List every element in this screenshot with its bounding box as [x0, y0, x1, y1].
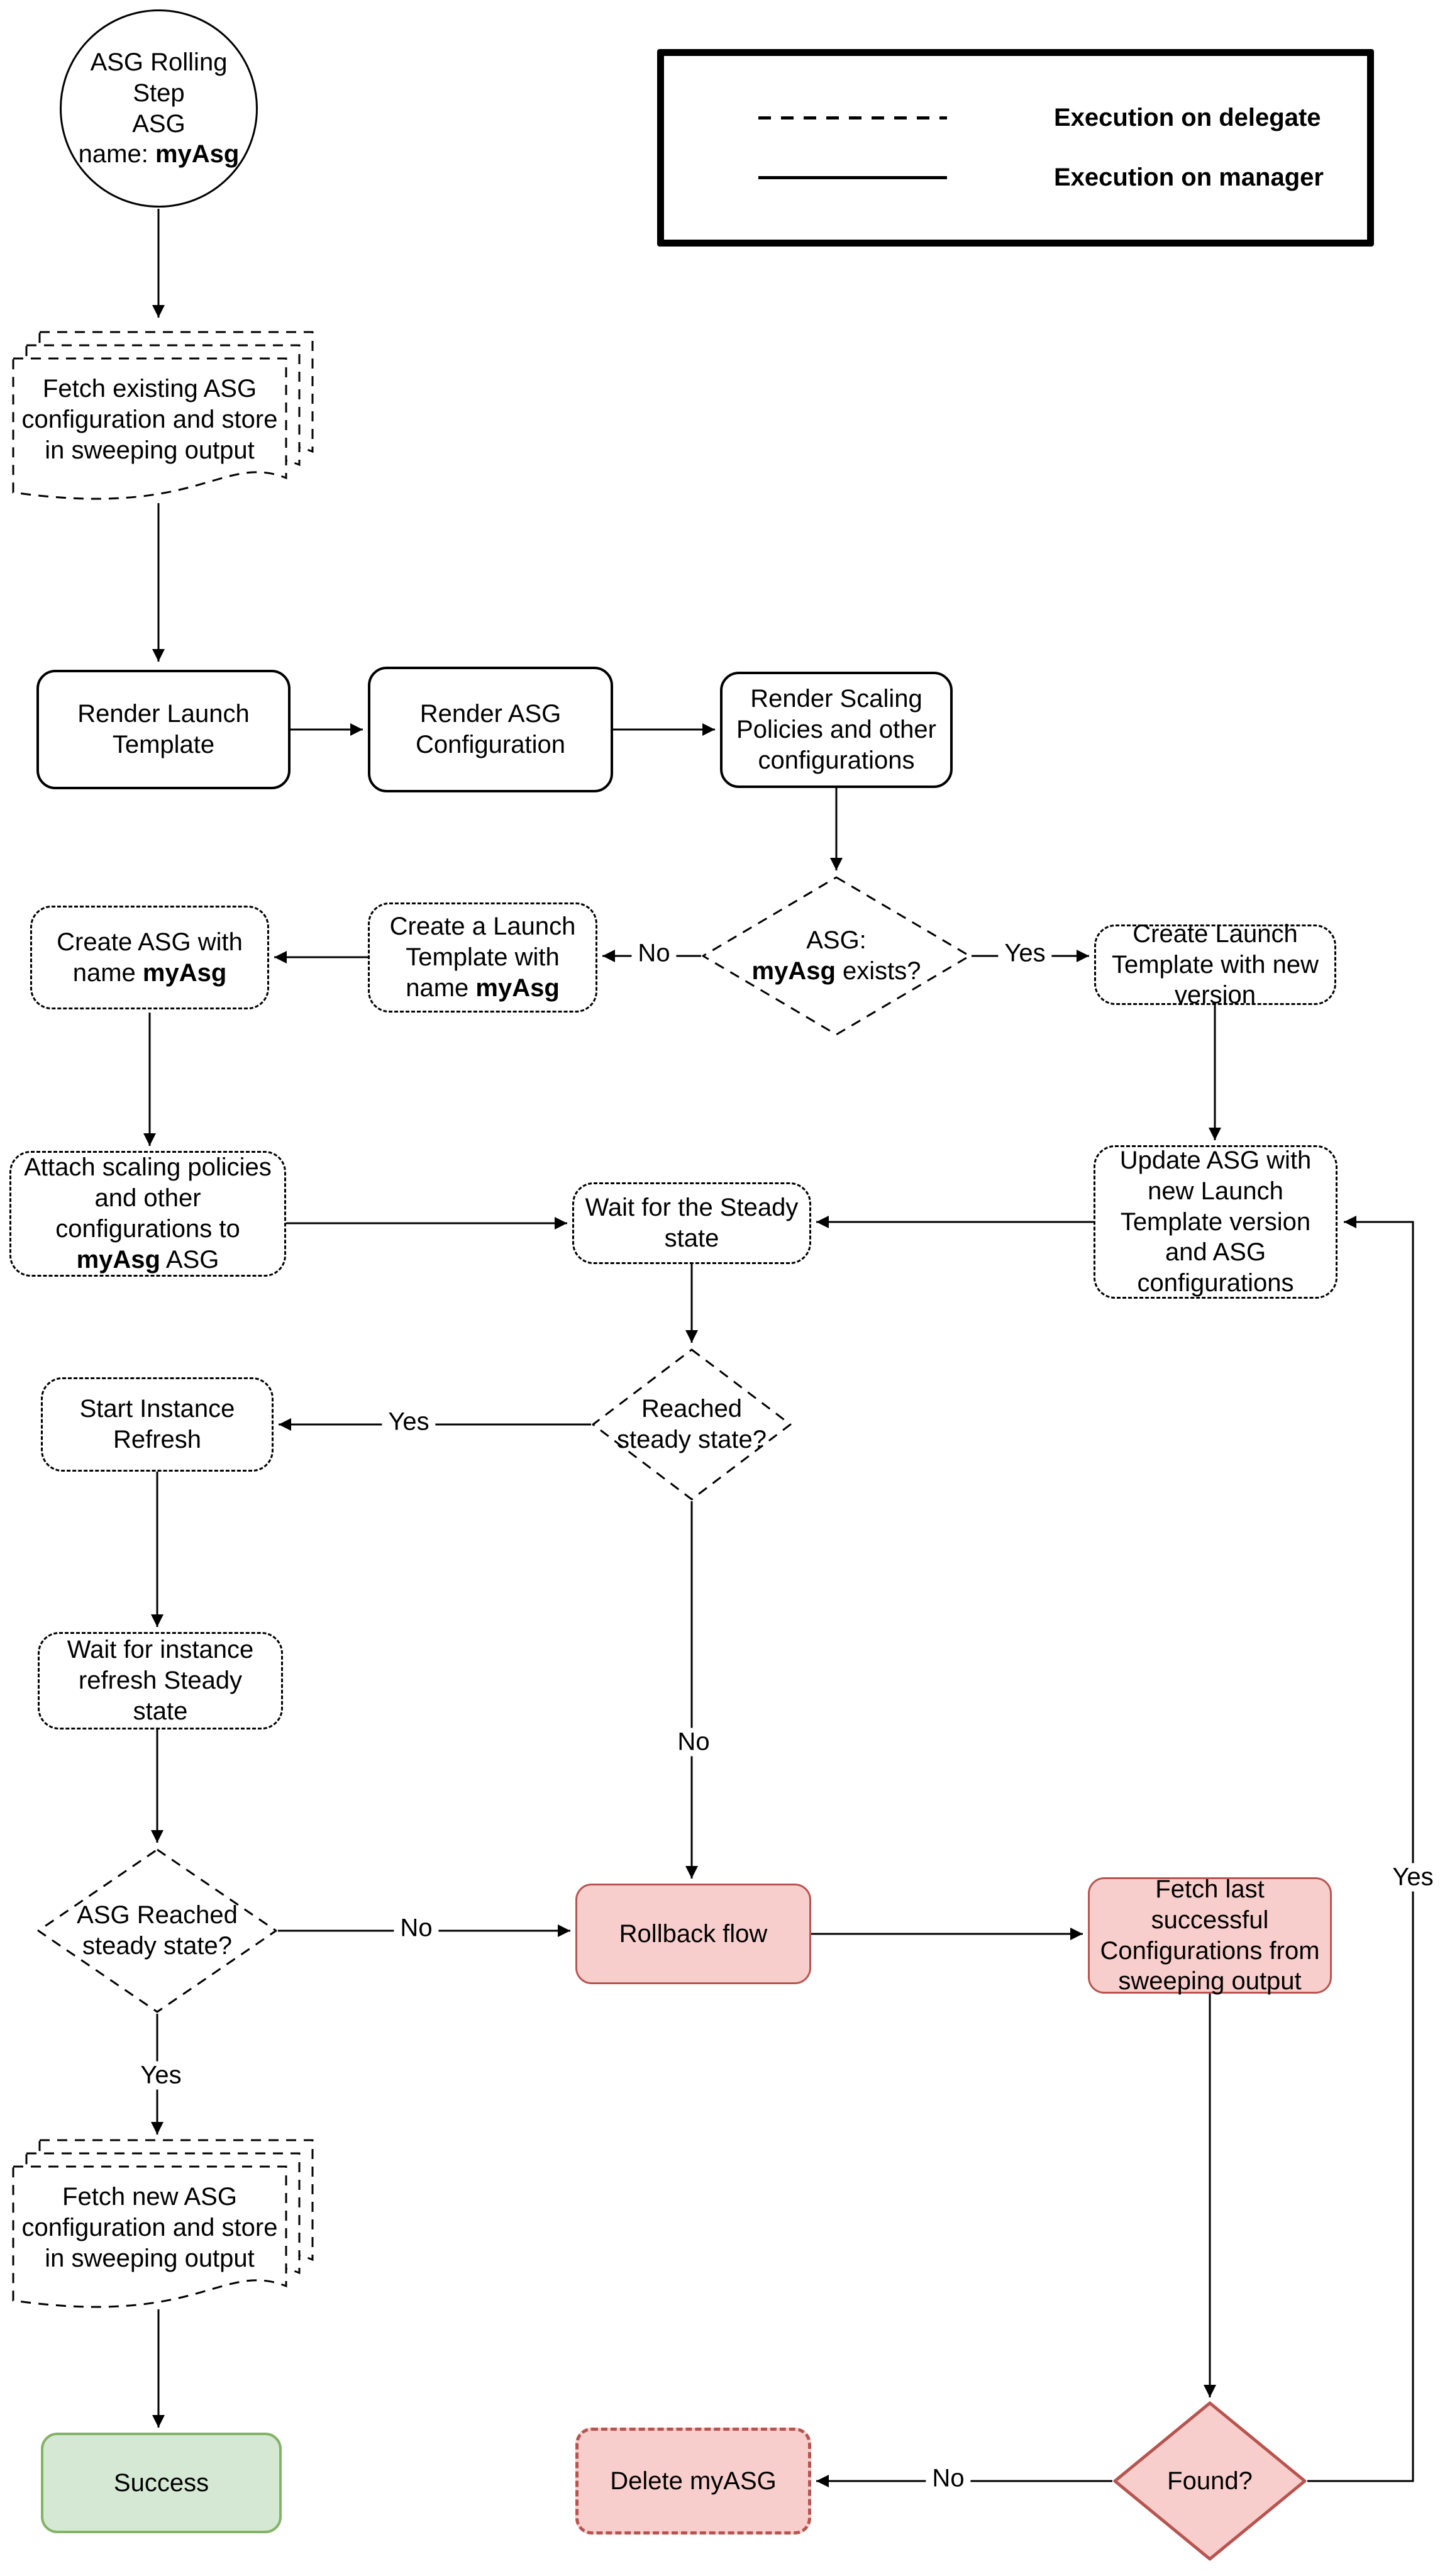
success-node — [41, 2433, 282, 2533]
legend — [657, 49, 1374, 247]
render-launch-template-label: Render Launch Template — [77, 700, 250, 758]
delete-myasg-label: Delete myASG — [610, 2467, 777, 2495]
update-asg-label: Update ASG with new Launch Template version and ASG configurations — [1119, 1146, 1312, 1297]
fetch-existing-config-node — [11, 330, 318, 513]
create-launch-template-new-version-label: Create Launch Template with new version — [1111, 919, 1319, 1009]
edge-label-reached-yes: Yes — [382, 1408, 435, 1436]
asg-exists-decision-label: ASG: myAsg exists? — [751, 926, 921, 985]
render-scaling-policies-label: Render Scaling Policies and other configurations — [736, 685, 936, 774]
attach-scaling-policies-node — [9, 1151, 286, 1277]
legend-item-delegate — [758, 88, 1367, 148]
fetch-last-successful-node — [1088, 1877, 1332, 1994]
asg-reached-steady-state-decision — [36, 1848, 278, 2014]
asg-reached-steady-state-label: ASG Reached steady state? — [77, 1901, 238, 1960]
fetch-last-successful-label: Fetch last successful Configurations from sweeping output — [1100, 1875, 1320, 1996]
rollback-flow-node — [575, 1884, 811, 1984]
delete-myasg-node — [575, 2428, 811, 2534]
rollback-flow-label: Rollback flow — [619, 1919, 768, 1948]
legend-label-manager: Execution on manager — [1054, 164, 1324, 191]
found-decision-label: Found? — [1167, 2467, 1253, 2495]
start-instance-refresh-label: Start Instance Refresh — [79, 1395, 235, 1453]
wait-steady-state-node — [572, 1182, 811, 1264]
start-instance-refresh-node — [41, 1377, 274, 1472]
create-asg-label: Create ASG with name myAsg — [57, 928, 243, 987]
start-node — [60, 9, 258, 208]
edge-label-asg-exists-no: No — [631, 940, 676, 968]
found-decision — [1112, 2401, 1307, 2562]
edge-label-asg-reached-yes: Yes — [134, 2062, 187, 2090]
edge-label-found-no: No — [926, 2465, 970, 2493]
create-asg-node — [30, 906, 269, 1009]
asg-exists-decision — [701, 875, 972, 1036]
legend-label-delegate: Execution on delegate — [1054, 104, 1321, 131]
attach-scaling-policies-label: Attach scaling policies and other configurations to myAsg ASG — [24, 1153, 272, 1274]
edge-label-found-yes: Yes — [1386, 1863, 1439, 1892]
start-node-label: ASG Rolling Step ASG name: myAsg — [78, 48, 240, 169]
render-scaling-policies-node — [720, 672, 953, 788]
dashed-line-sample — [758, 116, 947, 119]
wait-instance-refresh-node — [38, 1632, 283, 1729]
legend-item-manager — [758, 148, 1367, 208]
create-launch-template-named-node — [368, 902, 597, 1013]
reached-steady-state-decision — [591, 1348, 792, 1501]
edge-label-asg-exists-yes: Yes — [998, 940, 1051, 968]
wait-instance-refresh-label: Wait for instance refresh Steady state — [67, 1636, 254, 1725]
fetch-new-config-node — [11, 2138, 318, 2321]
solid-line-sample — [758, 176, 947, 179]
edge-label-asg-reached-no: No — [394, 1914, 438, 1943]
render-launch-template-node — [36, 670, 291, 789]
fetch-existing-config-label: Fetch existing ASG configuration and store in sweeping output — [21, 375, 278, 464]
fetch-new-config-label: Fetch new ASG configuration and store in sweeping output — [21, 2183, 278, 2272]
success-label: Success — [113, 2468, 209, 2497]
wait-steady-state-label: Wait for the Steady state — [585, 1194, 799, 1252]
reached-steady-state-label: Reached steady state? — [617, 1395, 767, 1453]
connector-found-yes — [1307, 1222, 1413, 2481]
update-asg-node — [1094, 1145, 1338, 1299]
edge-label-reached-no: No — [671, 1728, 716, 1757]
create-launch-template-named-label: Create a Launch Template with name myAsg — [389, 913, 576, 1002]
create-launch-template-new-version-node — [1094, 919, 1336, 1009]
render-asg-configuration-label: Render ASG Configuration — [416, 700, 565, 758]
render-asg-configuration-node — [368, 667, 613, 792]
